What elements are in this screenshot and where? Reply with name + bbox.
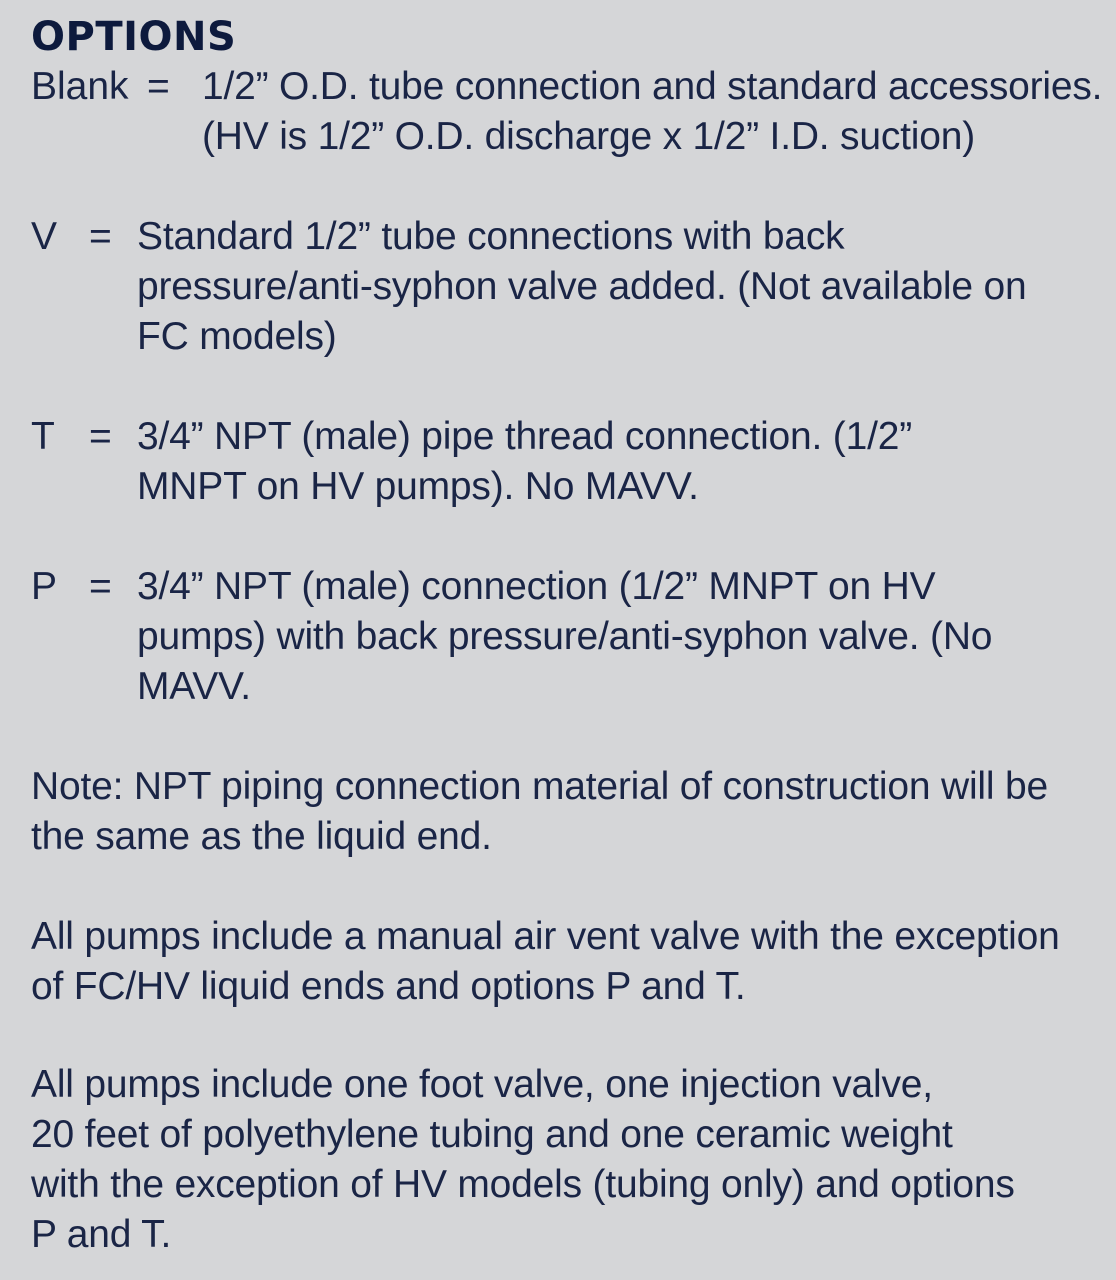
option-text-line: Standard 1/2” tube connections with back — [137, 215, 845, 258]
note-text-line: of FC/HV liquid ends and options P and T. — [31, 965, 746, 1008]
option-code: V — [31, 215, 58, 258]
option-text-line: FC models) — [137, 315, 337, 358]
note-text-line: All pumps include a manual air vent valve with the exception — [31, 915, 1060, 958]
option-text-line: pumps) with back pressure/anti-syphon valve. (No — [137, 615, 993, 658]
note-text-line: P and T. — [31, 1213, 172, 1256]
note-text-line: the same as the liquid end. — [31, 815, 492, 858]
section-heading: OPTIONS — [31, 14, 237, 60]
option-text-line: 1/2” O.D. tube connection and standard accessories. — [202, 65, 1103, 108]
note-text-line: All pumps include one foot valve, one injection valve, — [31, 1063, 933, 1106]
option-code: Blank — [31, 65, 129, 108]
option-text-line: (HV is 1/2” O.D. discharge x 1/2” I.D. suction) — [202, 115, 976, 158]
option-text-line: MNPT on HV pumps). No MAVV. — [137, 465, 699, 508]
option-equals: = — [89, 415, 112, 458]
option-equals: = — [89, 215, 112, 258]
option-text-line: 3/4” NPT (male) connection (1/2” MNPT on HV — [137, 565, 936, 608]
option-text-line: MAVV. — [137, 665, 251, 708]
option-equals: = — [89, 565, 112, 608]
option-text-line: pressure/anti-syphon valve added. (Not available on — [137, 265, 1027, 308]
option-equals: = — [147, 65, 170, 108]
option-text-line: 3/4” NPT (male) pipe thread connection. (1/2” — [137, 415, 912, 458]
option-code: T — [31, 415, 55, 458]
note-text-line: Note: NPT piping connection material of construction will be — [31, 765, 1048, 808]
option-code: P — [31, 565, 58, 608]
note-text-line: 20 feet of polyethylene tubing and one ceramic weight — [31, 1113, 953, 1156]
note-text-line: with the exception of HV models (tubing only) and options — [31, 1163, 1015, 1206]
